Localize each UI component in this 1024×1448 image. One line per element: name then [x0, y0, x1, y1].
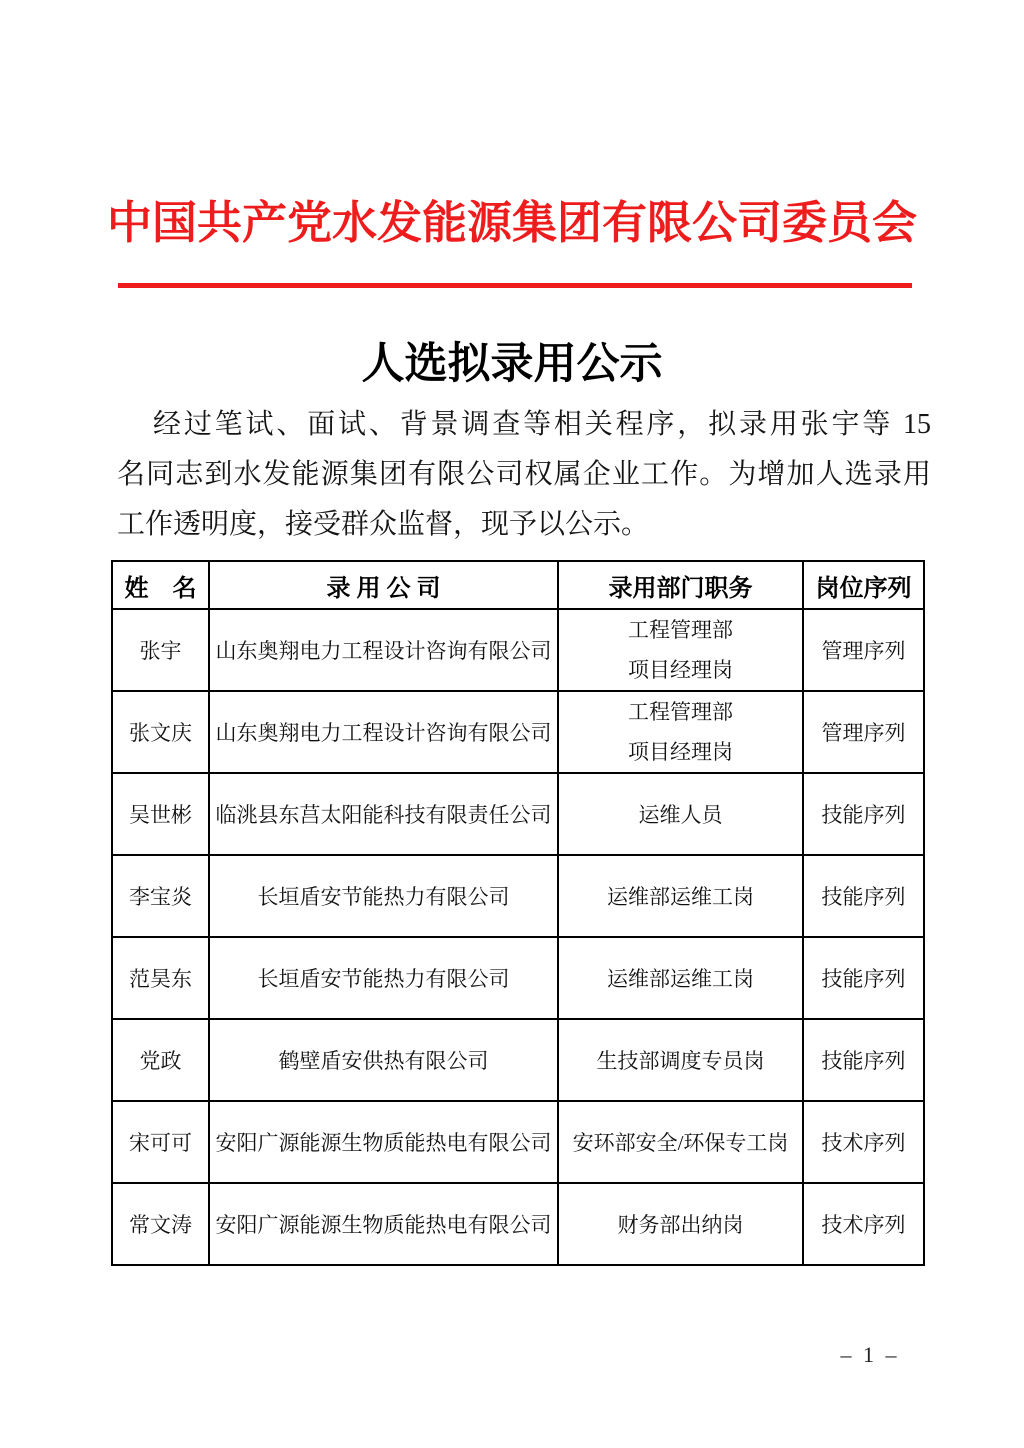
intro-paragraph [117, 400, 931, 550]
intro-line-1: 经过笔试、面试、背景调查等相关程序，拟录用张宇等 15 [153, 409, 931, 440]
cell-company: 临洮县东莒太阳能科技有限责任公司 [209, 773, 558, 855]
col-header-name: 姓 名 [112, 561, 209, 609]
cell-company: 安阳广源能源生物质能热电有限公司 [209, 1101, 558, 1183]
cell-name: 宋可可 [112, 1101, 209, 1183]
table-row [112, 855, 924, 937]
cell-name: 张文庆 [112, 691, 209, 773]
cell-dept [558, 609, 803, 691]
dept-line: 项目经理岗 [628, 658, 733, 682]
cell-series: 技能序列 [803, 937, 924, 1019]
cell-series: 管理序列 [803, 609, 924, 691]
dept-line: 工程管理部 [628, 700, 733, 724]
recruitment-table [111, 560, 925, 1266]
intro-line-2: 名同志到水发能源集团有限公司权属企业工作。为增加人选录用 [117, 459, 931, 490]
col-header-series: 岗位序列 [803, 561, 924, 609]
cell-series: 技能序列 [803, 773, 924, 855]
cell-name: 范昊东 [112, 937, 209, 1019]
cell-company: 安阳广源能源生物质能热电有限公司 [209, 1183, 558, 1265]
dept-line: 工程管理部 [628, 618, 733, 642]
cell-dept: 运维部运维工岗 [558, 937, 803, 1019]
cell-series: 技术序列 [803, 1183, 924, 1265]
cell-name: 常文涛 [112, 1183, 209, 1265]
col-header-dept: 录用部门职务 [558, 561, 803, 609]
red-divider-rule [118, 283, 912, 288]
doc-title: 人选拟录用公示 [361, 341, 663, 388]
cell-series: 管理序列 [803, 691, 924, 773]
cell-name: 吴世彬 [112, 773, 209, 855]
header-row [112, 561, 924, 609]
cell-dept: 安环部安全/环保专工岗 [558, 1101, 803, 1183]
intro-line-3: 工作透明度，接受群众监督，现予以公示。 [117, 509, 650, 540]
table-row [112, 1019, 924, 1101]
cell-company: 长垣盾安节能热力有限公司 [209, 937, 558, 1019]
table-header [112, 561, 924, 609]
cell-company: 长垣盾安节能热力有限公司 [209, 855, 558, 937]
cell-name: 李宝炎 [112, 855, 209, 937]
cell-name: 党政 [112, 1019, 209, 1101]
cell-series: 技能序列 [803, 1019, 924, 1101]
cell-dept: 运维人员 [558, 773, 803, 855]
cell-dept: 财务部出纳岗 [558, 1183, 803, 1265]
cell-company: 山东奥翔电力工程设计咨询有限公司 [209, 691, 558, 773]
table-row [112, 609, 924, 691]
cell-dept: 生技部调度专员岗 [558, 1019, 803, 1101]
table-row [112, 773, 924, 855]
cell-series: 技术序列 [803, 1101, 924, 1183]
cell-dept: 运维部运维工岗 [558, 855, 803, 937]
cell-company: 鹤壁盾安供热有限公司 [209, 1019, 558, 1101]
table-row [112, 937, 924, 1019]
cell-company: 山东奥翔电力工程设计咨询有限公司 [209, 609, 558, 691]
col-header-company: 录 用 公 司 [209, 561, 558, 609]
cell-name: 张宇 [112, 609, 209, 691]
table-row [112, 691, 924, 773]
cell-dept [558, 691, 803, 773]
org-title: 中国共产党水发能源集团有限公司委员会 [106, 198, 917, 248]
table-row [112, 1101, 924, 1183]
table-row [112, 1183, 924, 1265]
cell-series: 技能序列 [803, 855, 924, 937]
page-number: – 1 – [840, 1342, 900, 1367]
dept-line: 项目经理岗 [628, 740, 733, 764]
